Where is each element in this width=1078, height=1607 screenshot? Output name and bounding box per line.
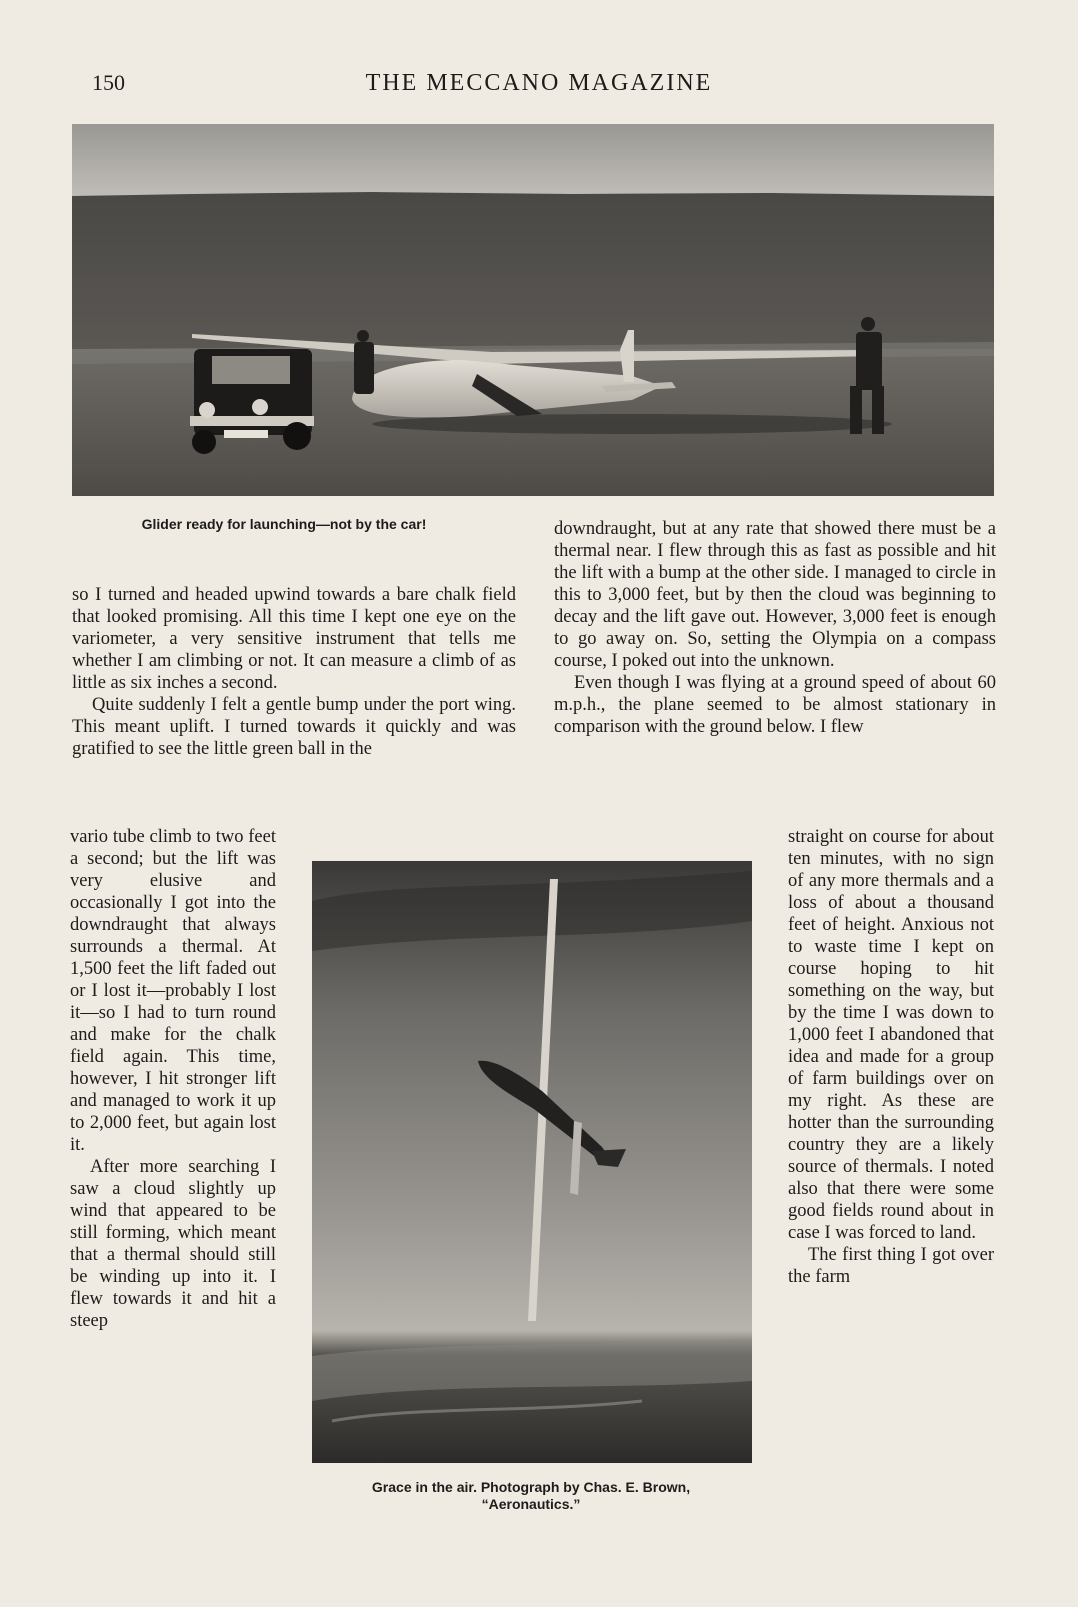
paragraph: After more searching I saw a cloud slightly up wind that appeared to be still forming, which meant that a thermal should still be winding up into it. I flew towards it and hit a steep	[70, 1157, 276, 1331]
paragraph: The first thing I got over the farm	[788, 1245, 994, 1287]
article-column-right-upper	[554, 518, 996, 738]
photo1-caption: Glider ready for launching—not by the car!	[141, 516, 427, 532]
paragraph: Even though I was flying at a ground speed of about 60 m.p.h., the plane seemed to be almost stationary in comparison with the ground below. I flew	[554, 673, 996, 737]
glider-launch-photo	[72, 124, 994, 496]
glider-in-flight-photo	[312, 861, 752, 1463]
paragraph: downdraught, but at any rate that showed there must be a thermal near. I flew through this as fast as possible and hit the lift with a bump at the other side. I managed to circle in this to 3,000 feet, but by then the cloud was beginning to decay and the lift gave out. However, 3,000 feet is enough to go away on. So, setting the Olympia on a compass course, I poked out into the unknown.	[554, 519, 996, 671]
paragraph: vario tube climb to two feet a second; but the lift was very elusive and occasionally I got into the downdraught that always surrounds a thermal. At 1,500 feet the lift faded out or I lost it—probably I lost it—so I had to turn round and make for the chalk field again. This time, however, I hit stronger lift and managed to work it up to 2,000 feet, but again lost it.	[70, 827, 276, 1155]
article-column-right-lower	[788, 826, 994, 1288]
article-column-left-lower	[70, 826, 276, 1332]
magazine-title: THE MECCANO MAGAZINE	[365, 70, 713, 96]
caption-line: Grace in the air. Photograph by Chas. E. Brown,	[371, 1479, 691, 1495]
article-column-left-upper	[72, 584, 516, 760]
caption-line: “Aeronautics.”	[481, 1496, 581, 1512]
paragraph: Quite suddenly I felt a gentle bump under the port wing. This meant uplift. I turned towards it quickly and was gratified to see the little green ball in the	[72, 695, 516, 759]
photo2-caption	[296, 1479, 766, 1513]
paragraph: straight on course for about ten minutes, with no sign of any more thermals and a loss of about a thousand feet of height. Anxious not to waste time I kept on course hoping to hit something on the way, but by the time I was down to 1,000 feet I abandoned that idea and made for a group of farm buildings over on my right. As these are hotter than the surrounding country they are a likely source of thermals. I noted also that there were some good fields round about in case I was forced to land.	[788, 827, 994, 1243]
paragraph: so I turned and headed upwind towards a bare chalk field that looked promising. All this time I kept one eye on the variometer, a very sensitive instrument that tells me whether I am climbing or not. It can measure a climb of as little as six inches a second.	[72, 585, 516, 693]
page-number: 150	[92, 70, 125, 95]
